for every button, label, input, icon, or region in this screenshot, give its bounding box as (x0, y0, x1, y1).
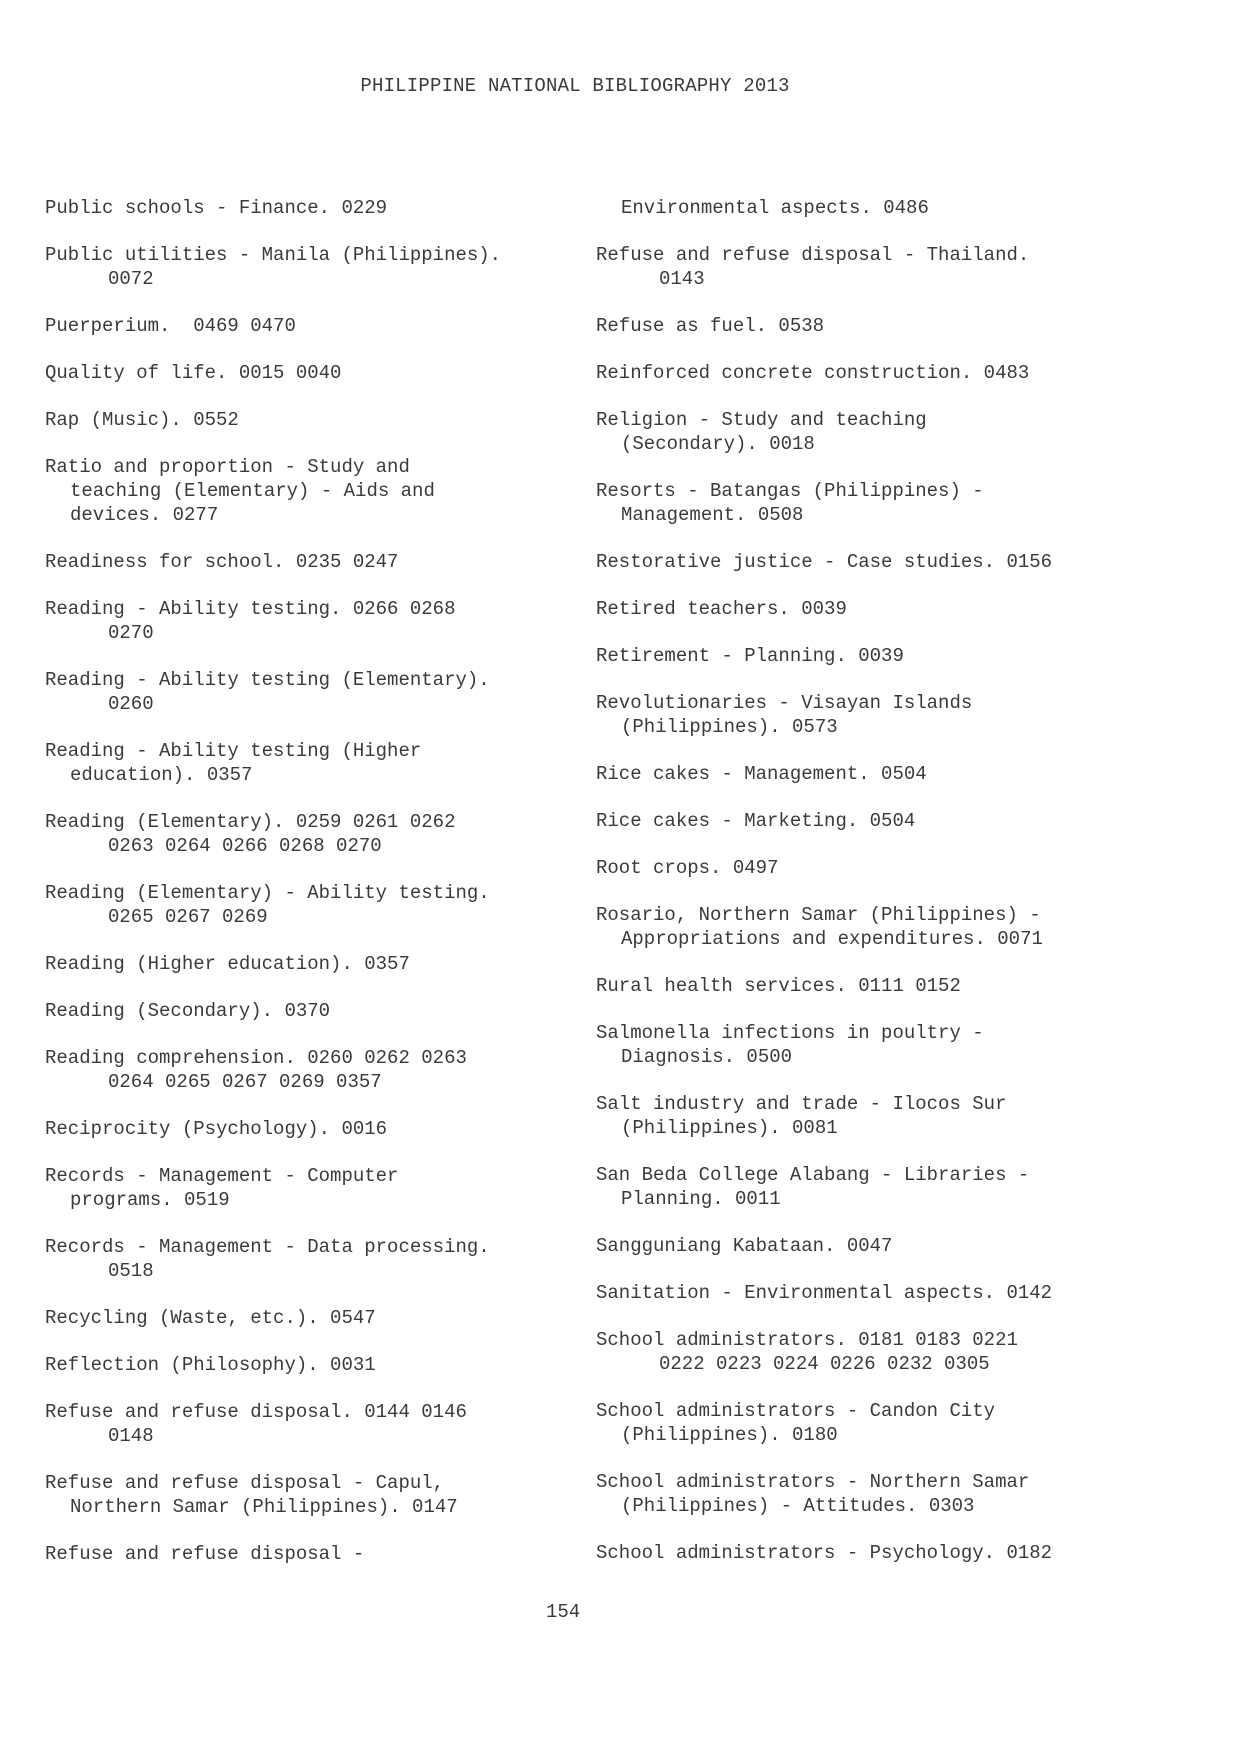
index-entry (596, 1541, 1156, 1565)
index-entry-line: Ratio and proportion - Study and (45, 456, 410, 478)
index-entry (596, 597, 1156, 621)
page-number: 154 (546, 1601, 581, 1623)
index-entry-line: Refuse and refuse disposal - Thailand. (596, 244, 1030, 266)
index-entry (45, 1164, 585, 1212)
index-entry (596, 762, 1156, 786)
index-entry-line: 0143 (659, 268, 705, 290)
index-entry (596, 974, 1156, 998)
index-entry-line: 0263 0264 0266 0268 0270 (108, 835, 382, 857)
index-entry-line: Restorative justice - Case studies. 0156 (596, 551, 1053, 573)
index-entry-line: Revolutionaries - Visayan Islands (596, 692, 973, 714)
index-entry (45, 1353, 585, 1377)
index-entry-line: Retirement - Planning. 0039 (596, 645, 904, 667)
index-entry (45, 1046, 585, 1094)
index-entry-line: Public schools - Finance. 0229 (45, 197, 388, 219)
index-entry (596, 550, 1156, 574)
index-entry-line: School administrators. 0181 0183 0221 (596, 1329, 1018, 1351)
index-entry-line: Sangguniang Kabataan. 0047 (596, 1235, 893, 1257)
index-entry-line: (Philippines) - Attitudes. 0303 (621, 1495, 975, 1517)
index-entry (596, 1399, 1156, 1447)
index-entry-line: Reading - Ability testing (Higher (45, 740, 422, 762)
index-entry-line: teaching (Elementary) - Aids and (70, 480, 435, 502)
index-entry-line: 0270 (108, 622, 154, 644)
index-entry (45, 550, 585, 574)
index-entry-line: School administrators - Northern Samar (596, 1471, 1030, 1493)
index-entry-line: Records - Management - Computer (45, 1165, 399, 1187)
index-entry-line: Reinforced concrete construction. 0483 (596, 362, 1030, 384)
index-entry-line: Quality of life. 0015 0040 (45, 362, 342, 384)
index-entry-line: (Philippines). 0081 (621, 1117, 838, 1139)
index-entry-line: Diagnosis. 0500 (621, 1046, 793, 1068)
index-entry-line: (Philippines). 0180 (621, 1424, 838, 1446)
index-column-left (45, 196, 585, 1589)
index-entry-line: Puerperium. 0469 0470 (45, 315, 296, 337)
index-entry (45, 810, 585, 858)
index-entry-line: Rosario, Northern Samar (Philippines) - (596, 904, 1041, 926)
index-entry (45, 455, 585, 527)
index-entry (596, 196, 1156, 220)
index-entry (45, 1235, 585, 1283)
index-entry-line: School administrators - Candon City (596, 1400, 996, 1422)
index-entry-line: Records - Management - Data processing. (45, 1236, 490, 1258)
index-entry (45, 1471, 585, 1519)
index-entry-line: Reciprocity (Psychology). 0016 (45, 1118, 388, 1140)
index-entry-line: Northern Samar (Philippines). 0147 (70, 1496, 458, 1518)
index-entry-line: San Beda College Alabang - Libraries - (596, 1164, 1030, 1186)
index-entry (45, 1117, 585, 1141)
index-entry-line: 0072 (108, 268, 154, 290)
index-entry-line: Appropriations and expenditures. 0071 (621, 928, 1043, 950)
index-entry-line: Rap (Music). 0552 (45, 409, 239, 431)
index-entry-line: Rural health services. 0111 0152 (596, 975, 961, 997)
index-entry (596, 479, 1156, 527)
index-entry (596, 691, 1156, 739)
index-entry-line: devices. 0277 (70, 504, 219, 526)
index-column-right (596, 196, 1156, 1588)
index-entry-line: Reading (Higher education). 0357 (45, 953, 410, 975)
index-entry-line: (Secondary). 0018 (621, 433, 815, 455)
index-entry-line: School administrators - Psychology. 0182 (596, 1542, 1053, 1564)
index-entry (596, 1021, 1156, 1069)
index-entry-line: Readiness for school. 0235 0247 (45, 551, 399, 573)
index-entry-line: 0260 (108, 693, 154, 715)
index-entry (45, 1306, 585, 1330)
index-entry (596, 644, 1156, 668)
index-entry-line: Planning. 0011 (621, 1188, 781, 1210)
index-entry-line: Salmonella infections in poultry - (596, 1022, 984, 1044)
index-entry-line: Refuse and refuse disposal - (45, 1543, 365, 1565)
index-entry (596, 1163, 1156, 1211)
index-entry-line: Recycling (Waste, etc.). 0547 (45, 1307, 376, 1329)
index-entry-line: Public utilities - Manila (Philippines). (45, 244, 502, 266)
index-entry-line: Reading (Elementary). 0259 0261 0262 (45, 811, 456, 833)
index-entry (596, 856, 1156, 880)
index-entry (45, 1542, 585, 1566)
index-entry (45, 314, 585, 338)
index-entry (596, 243, 1156, 291)
index-entry-line: programs. 0519 (70, 1189, 230, 1211)
index-entry-line: 0222 0223 0224 0226 0232 0305 (659, 1353, 990, 1375)
index-entry-line: 0148 (108, 1425, 154, 1447)
index-entry (45, 668, 585, 716)
index-entry-line: Reading comprehension. 0260 0262 0263 (45, 1047, 467, 1069)
index-entry (45, 952, 585, 976)
index-entry-line: education). 0357 (70, 764, 253, 786)
index-entry-line: Root crops. 0497 (596, 857, 779, 879)
index-entry (596, 1092, 1156, 1140)
index-entry-line: Environmental aspects. 0486 (621, 197, 929, 219)
index-entry (596, 1470, 1156, 1518)
index-entry (596, 1328, 1156, 1376)
index-entry-line: Salt industry and trade - Ilocos Sur (596, 1093, 1007, 1115)
index-entry (596, 408, 1156, 456)
index-entry-line: Rice cakes - Management. 0504 (596, 763, 927, 785)
index-entry (596, 903, 1156, 951)
index-entry-line: 0518 (108, 1260, 154, 1282)
index-entry-line: 0265 0267 0269 (108, 906, 268, 928)
index-entry-line: Management. 0508 (621, 504, 804, 526)
index-entry (596, 1281, 1156, 1305)
index-entry (596, 809, 1156, 833)
index-entry-line: Retired teachers. 0039 (596, 598, 847, 620)
index-entry (45, 881, 585, 929)
index-entry (45, 243, 585, 291)
index-entry (45, 999, 585, 1023)
index-entry-line: Reading (Elementary) - Ability testing. (45, 882, 490, 904)
index-entry-line: Refuse as fuel. 0538 (596, 315, 825, 337)
index-entry-line: Reading (Secondary). 0370 (45, 1000, 331, 1022)
index-entry (45, 597, 585, 645)
index-entry (45, 408, 585, 432)
index-entry-line: Religion - Study and teaching (596, 409, 927, 431)
index-entry (45, 361, 585, 385)
index-entry (596, 1234, 1156, 1258)
index-entry-line: Resorts - Batangas (Philippines) - (596, 480, 984, 502)
index-entry-line: Refuse and refuse disposal - Capul, (45, 1472, 445, 1494)
index-entry (45, 739, 585, 787)
index-entry-line: (Philippines). 0573 (621, 716, 838, 738)
page-title: PHILIPPINE NATIONAL BIBLIOGRAPHY 2013 (360, 75, 790, 97)
index-entry (45, 1400, 585, 1448)
index-entry-line: Reading - Ability testing (Elementary). (45, 669, 490, 691)
index-entry-line: Rice cakes - Marketing. 0504 (596, 810, 916, 832)
index-entry-line: Reading - Ability testing. 0266 0268 (45, 598, 456, 620)
index-entry (596, 361, 1156, 385)
index-entry (45, 196, 585, 220)
index-entry-line: Sanitation - Environmental aspects. 0142 (596, 1282, 1053, 1304)
index-entry-line: Reflection (Philosophy). 0031 (45, 1354, 376, 1376)
index-entry (596, 314, 1156, 338)
index-entry-line: 0264 0265 0267 0269 0357 (108, 1071, 382, 1093)
index-entry-line: Refuse and refuse disposal. 0144 0146 (45, 1401, 467, 1423)
